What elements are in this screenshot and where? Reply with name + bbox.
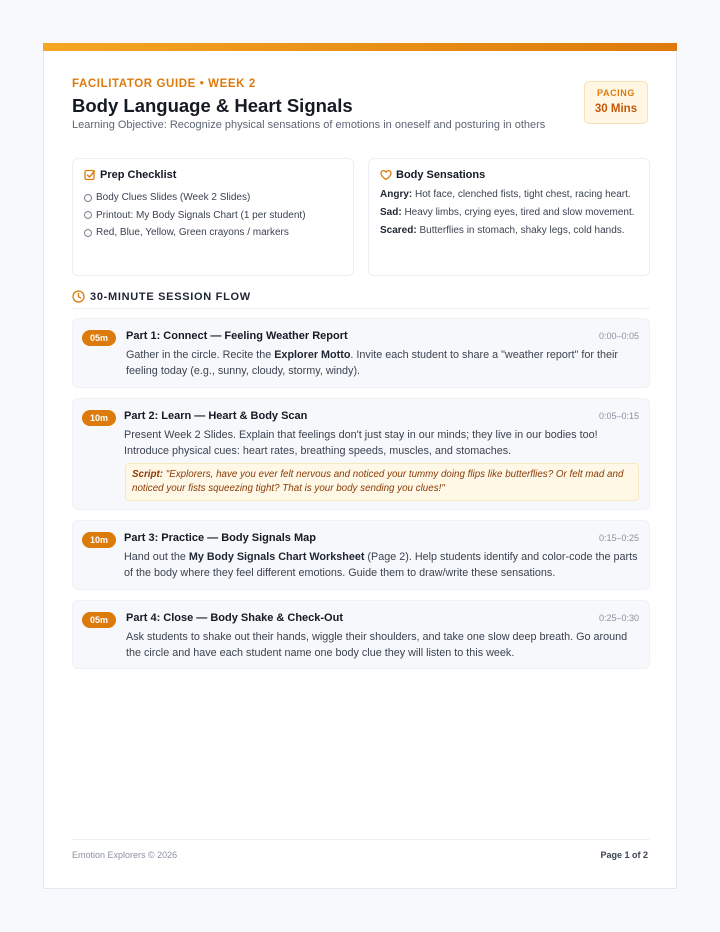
duration-badge: 10m	[82, 410, 116, 426]
heart-icon	[380, 169, 392, 181]
body-sensations-header	[380, 169, 485, 181]
prep-checklist-title: Prep Checklist	[100, 169, 177, 181]
unchecked-circle-icon[interactable]	[84, 194, 92, 202]
session-part-1	[72, 318, 650, 388]
guide-page	[43, 43, 677, 889]
unchecked-circle-icon[interactable]	[84, 211, 92, 219]
part-description: Present Week 2 Slides. Explain that feelings don't just stay in our minds; they live in our bodies too! Introduce physical cues: heart rates, breathing speeds, muscles, and stomaches.	[124, 429, 598, 457]
session-flow-header	[72, 290, 251, 303]
session-part-2	[72, 398, 650, 510]
body-sensations-title: Body Sensations	[396, 169, 486, 181]
session-part-4	[72, 600, 650, 669]
sensation-scared: Scared: Butterflies in stomach, shaky legs, cold hands.	[380, 225, 625, 236]
part-description: Ask students to shake out their hands, wiggle their shoulders, and take one slow deep breath. Go around the circle and have each student name one body clue they will listen to this week.	[126, 631, 628, 659]
part-title: Part 3: Practice — Body Signals Map	[124, 532, 316, 544]
part-title: Part 2: Learn — Heart & Body Scan	[124, 410, 308, 422]
checklist-item[interactable]: Red, Blue, Yellow, Green crayons / markers	[84, 224, 306, 242]
checkbox-icon	[84, 169, 96, 181]
sensation-angry: Angry: Hot face, clenched fists, tight chest, racing heart.	[380, 189, 631, 200]
prep-checklist	[84, 189, 306, 242]
duration-badge: 05m	[82, 330, 116, 346]
script-callout: Script: "Explorers, have you ever felt nervous and noticed your tummy doing flips like butterflies? Or felt mad and noticed your fists squeezing tight? That is your body sending you clues!"	[125, 463, 639, 501]
session-flow-title: 30-MINUTE SESSION FLOW	[90, 290, 251, 303]
divider	[72, 308, 650, 309]
page-number: Page 1 of 2	[600, 850, 648, 860]
duration-badge: 05m	[82, 612, 116, 628]
checklist-item[interactable]: Printout: My Body Signals Chart (1 per student)	[84, 207, 306, 225]
duration-badge: 10m	[82, 532, 116, 548]
part-time: 0:15–0:25	[598, 533, 639, 543]
part-description: Gather in the circle. Recite the Explorer Motto. Invite each student to share a "weather report" for their feeling today (e.g., sunny, cloudy, stormy, windy).	[126, 349, 618, 377]
part-description: Hand out the My Body Signals Chart Worksheet (Page 2). Help students identify and color-code the parts of the body where they feel different emotions. Guide them to draw/write these sensations.	[124, 551, 638, 579]
part-time: 0:25–0:30	[598, 613, 639, 623]
session-part-3	[72, 520, 650, 590]
page-title: Body Language & Heart Signals	[72, 95, 353, 116]
part-title: Part 4: Close — Body Shake & Check-Out	[126, 612, 343, 624]
learning-objective: Learning Objective: Recognize physical sensations of emotions in oneself and posturing in others	[72, 119, 546, 131]
part-time: 0:05–0:15	[598, 411, 639, 421]
checklist-item[interactable]: Body Clues Slides (Week 2 Slides)	[84, 189, 306, 207]
accent-bar	[43, 43, 677, 51]
pacing-badge	[584, 81, 648, 124]
part-title: Part 1: Connect — Feeling Weather Report	[126, 330, 348, 342]
prep-checklist-header	[84, 169, 176, 181]
part-time: 0:00–0:05	[598, 331, 639, 341]
pacing-label: PACING	[597, 88, 635, 98]
footer-divider	[72, 839, 650, 840]
clock-icon	[72, 290, 85, 303]
prep-checklist-card	[72, 158, 354, 276]
unchecked-circle-icon[interactable]	[84, 229, 92, 237]
footer-copyright: Emotion Explorers © 2026	[72, 850, 178, 860]
eyebrow: FACILITATOR GUIDE • WEEK 2	[72, 78, 256, 90]
body-sensations-card	[368, 158, 650, 276]
sensation-sad: Sad: Heavy limbs, crying eyes, tired and slow movement.	[380, 207, 635, 218]
sensations-list	[380, 188, 642, 242]
pacing-value: 30 Mins	[594, 103, 638, 115]
